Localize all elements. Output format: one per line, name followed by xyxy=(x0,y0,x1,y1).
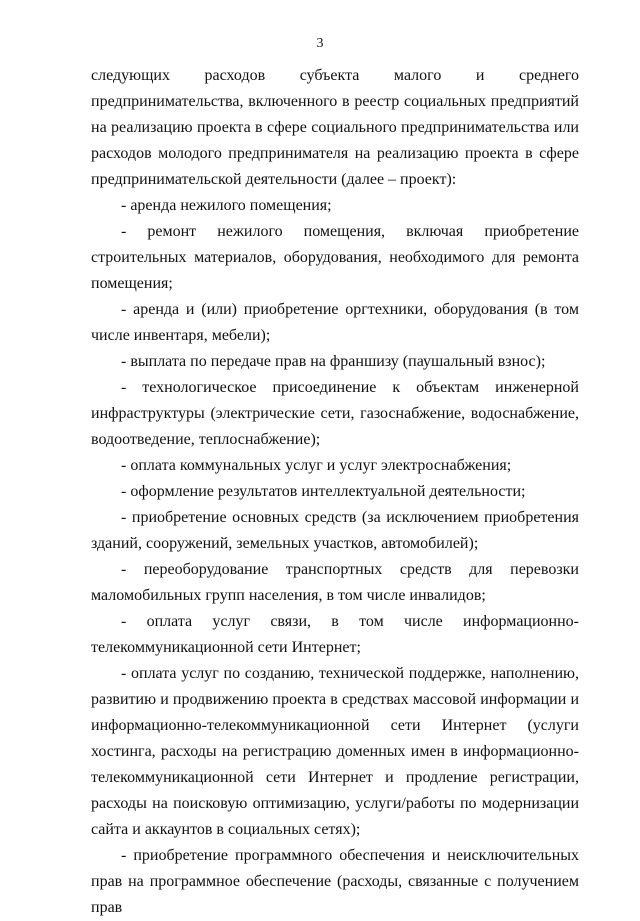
list-item-fixed-assets: - приобретение основных средств (за исключением приобретения зданий, сооружений, земельных участков, автомобилей); xyxy=(91,509,579,552)
page-number: 3 xyxy=(316,36,324,51)
list-item-promotion: - оплата услуг по созданию, технической поддержке, наполнению, развитию и продвижению проекта в средствах массовой информации и информационно-телекоммуникационной сети Интернет (услуги хостинга, расходы на регистрацию доменных имен в информационно-телекоммуникационной сети Интернет и продление регистрации, расходы на поисковую оптимизацию, услуги/работы по модернизации сайта и аккаунтов в социальных сетях); xyxy=(91,665,579,838)
list-item-vehicle-conversion: - переоборудование транспортных средств для перевозки маломобильных групп населения, в том числе инвалидов; xyxy=(91,561,579,604)
paragraph-intro: следующих расходов субъекта малого и среднего предпринимательства, включенного в реестр социальных предприятий на реализацию проекта в сфере социального предпринимательства или расходов молодого предпринимателя на реализацию проекта в сфере предпринимательской деятельности (далее – проект): xyxy=(91,67,579,188)
list-item-infrastructure: - технологическое присоединение к объектам инженерной инфраструктуры (электрические сети, газоснабжение, водоснабжение, водоотведение, теплоснабжение); xyxy=(91,379,579,448)
list-item-utilities: - оплата коммунальных услуг и услуг электроснабжения; xyxy=(121,457,512,474)
list-item-intellectual-property: - оформление результатов интеллектуальной деятельности; xyxy=(121,483,526,500)
list-item-repair: - ремонт нежилого помещения, включая приобретение строительных материалов, оборудования, необходимого для ремонта помещения; xyxy=(91,223,579,292)
list-item-rent: - аренда нежилого помещения; xyxy=(121,197,332,214)
document-body xyxy=(91,63,579,921)
list-item-equipment: - аренда и (или) приобретение оргтехники, оборудования (в том числе инвентаря, мебели); xyxy=(91,301,579,344)
list-item-software: - приобретение программного обеспечения и неисключительных прав на программное обеспечение (расходы, связанные с получением прав xyxy=(91,847,579,916)
list-item-franchise: - выплата по передаче прав на франшизу (паушальный взнос); xyxy=(121,353,546,370)
list-item-communication: - оплата услуг связи, в том числе информационно-телекоммуникационной сети Интернет; xyxy=(91,613,579,656)
